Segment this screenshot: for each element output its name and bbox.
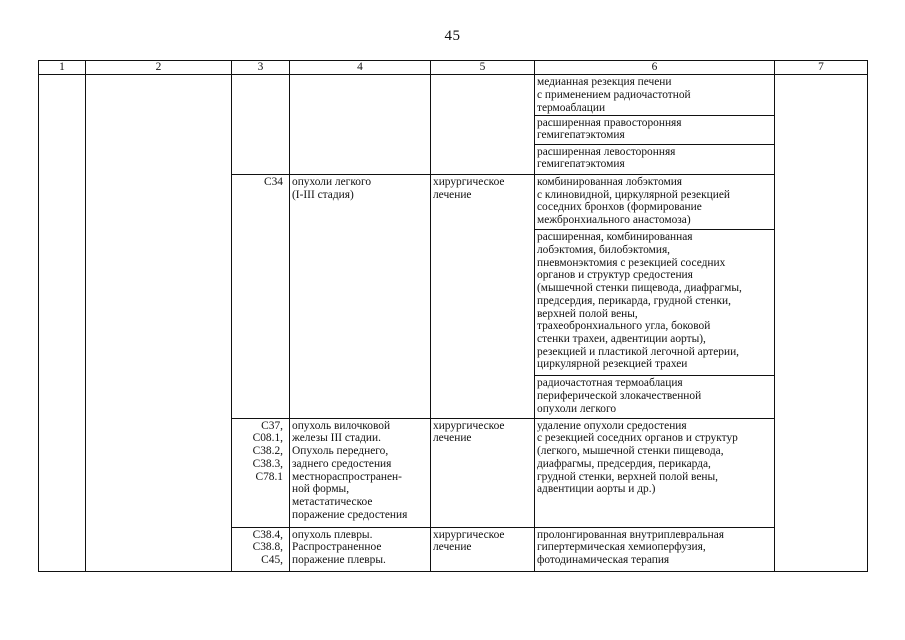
method-cell: удаление опухоли средостения с резекцией соседних органов и структур (легкого, мышечной стенки пищевода, диафрагмы, предсердия, перикарда, грудной стенки, верхней полой вены, адвентиции аорты и др.) bbox=[535, 418, 775, 527]
diagnosis-cell: опухоли легкого (I-III стадия) bbox=[290, 174, 431, 418]
treatment-type-cell: хирургическое лечение bbox=[431, 527, 535, 571]
table-row bbox=[39, 75, 868, 115]
method-cell: пролонгированная внутриплевральная гипертермическая хемиоперфузия, фотодинамическая терапия bbox=[535, 527, 775, 571]
column-1-cell bbox=[39, 75, 86, 572]
method-cell: расширенная левосторонняя гемигепатэктомия bbox=[535, 144, 775, 174]
code-cell bbox=[232, 75, 290, 175]
method-cell: расширенная правосторонняя гемигепатэктомия bbox=[535, 115, 775, 144]
column-header: 1 bbox=[39, 61, 86, 75]
code-cell: C38.4, C38.8, C45, bbox=[232, 527, 290, 571]
column-header: 5 bbox=[431, 61, 535, 75]
diagnosis-cell: опухоль плевры. Распространенное поражение плевры. bbox=[290, 527, 431, 571]
code-cell: C37, C08.1, C38.2, C38.3, C78.1 bbox=[232, 418, 290, 527]
procedures-table bbox=[38, 60, 868, 572]
method-cell: расширенная, комбинированная лобэктомия, билобэктомия, пневмонэктомия с резекцией соседних органов и структур средостения (мышечной стенки пищевода, диафрагмы, предсердия, перикарда, грудной стенки, верхней полой вены, трахеобронхиального угла, боковой стенки трахеи, адвентиции аорты), резекцией и пластикой легочной артерии, циркулярной резекцией трахеи bbox=[535, 230, 775, 376]
diagnosis-cell: опухоль вилочковой железы III стадии. Опухоль переднего, заднего средостения местнораспространен- ной формы, метастатическое поражение средостения bbox=[290, 418, 431, 527]
treatment-type-cell: хирургическое лечение bbox=[431, 418, 535, 527]
column-7-cell bbox=[775, 75, 868, 572]
column-header: 3 bbox=[232, 61, 290, 75]
column-2-cell bbox=[86, 75, 232, 572]
page-number: 45 bbox=[444, 28, 461, 44]
header-row bbox=[39, 61, 868, 75]
column-header: 6 bbox=[535, 61, 775, 75]
column-header: 7 bbox=[775, 61, 868, 75]
method-cell: комбинированная лобэктомия с клиновидной, циркулярной резекцией соседних бронхов (формирование межбронхиального анастомоза) bbox=[535, 174, 775, 229]
column-header: 4 bbox=[290, 61, 431, 75]
treatment-type-cell: хирургическое лечение bbox=[431, 174, 535, 418]
method-cell: радиочастотная термоаблация периферической злокачественной опухоли легкого bbox=[535, 376, 775, 418]
diagnosis-cell bbox=[290, 75, 431, 175]
column-header: 2 bbox=[86, 61, 232, 75]
treatment-type-cell bbox=[431, 75, 535, 175]
method-cell: медианная резекция печени с применением радиочастотной термоаблации bbox=[535, 75, 775, 115]
code-cell: C34 bbox=[232, 174, 290, 418]
